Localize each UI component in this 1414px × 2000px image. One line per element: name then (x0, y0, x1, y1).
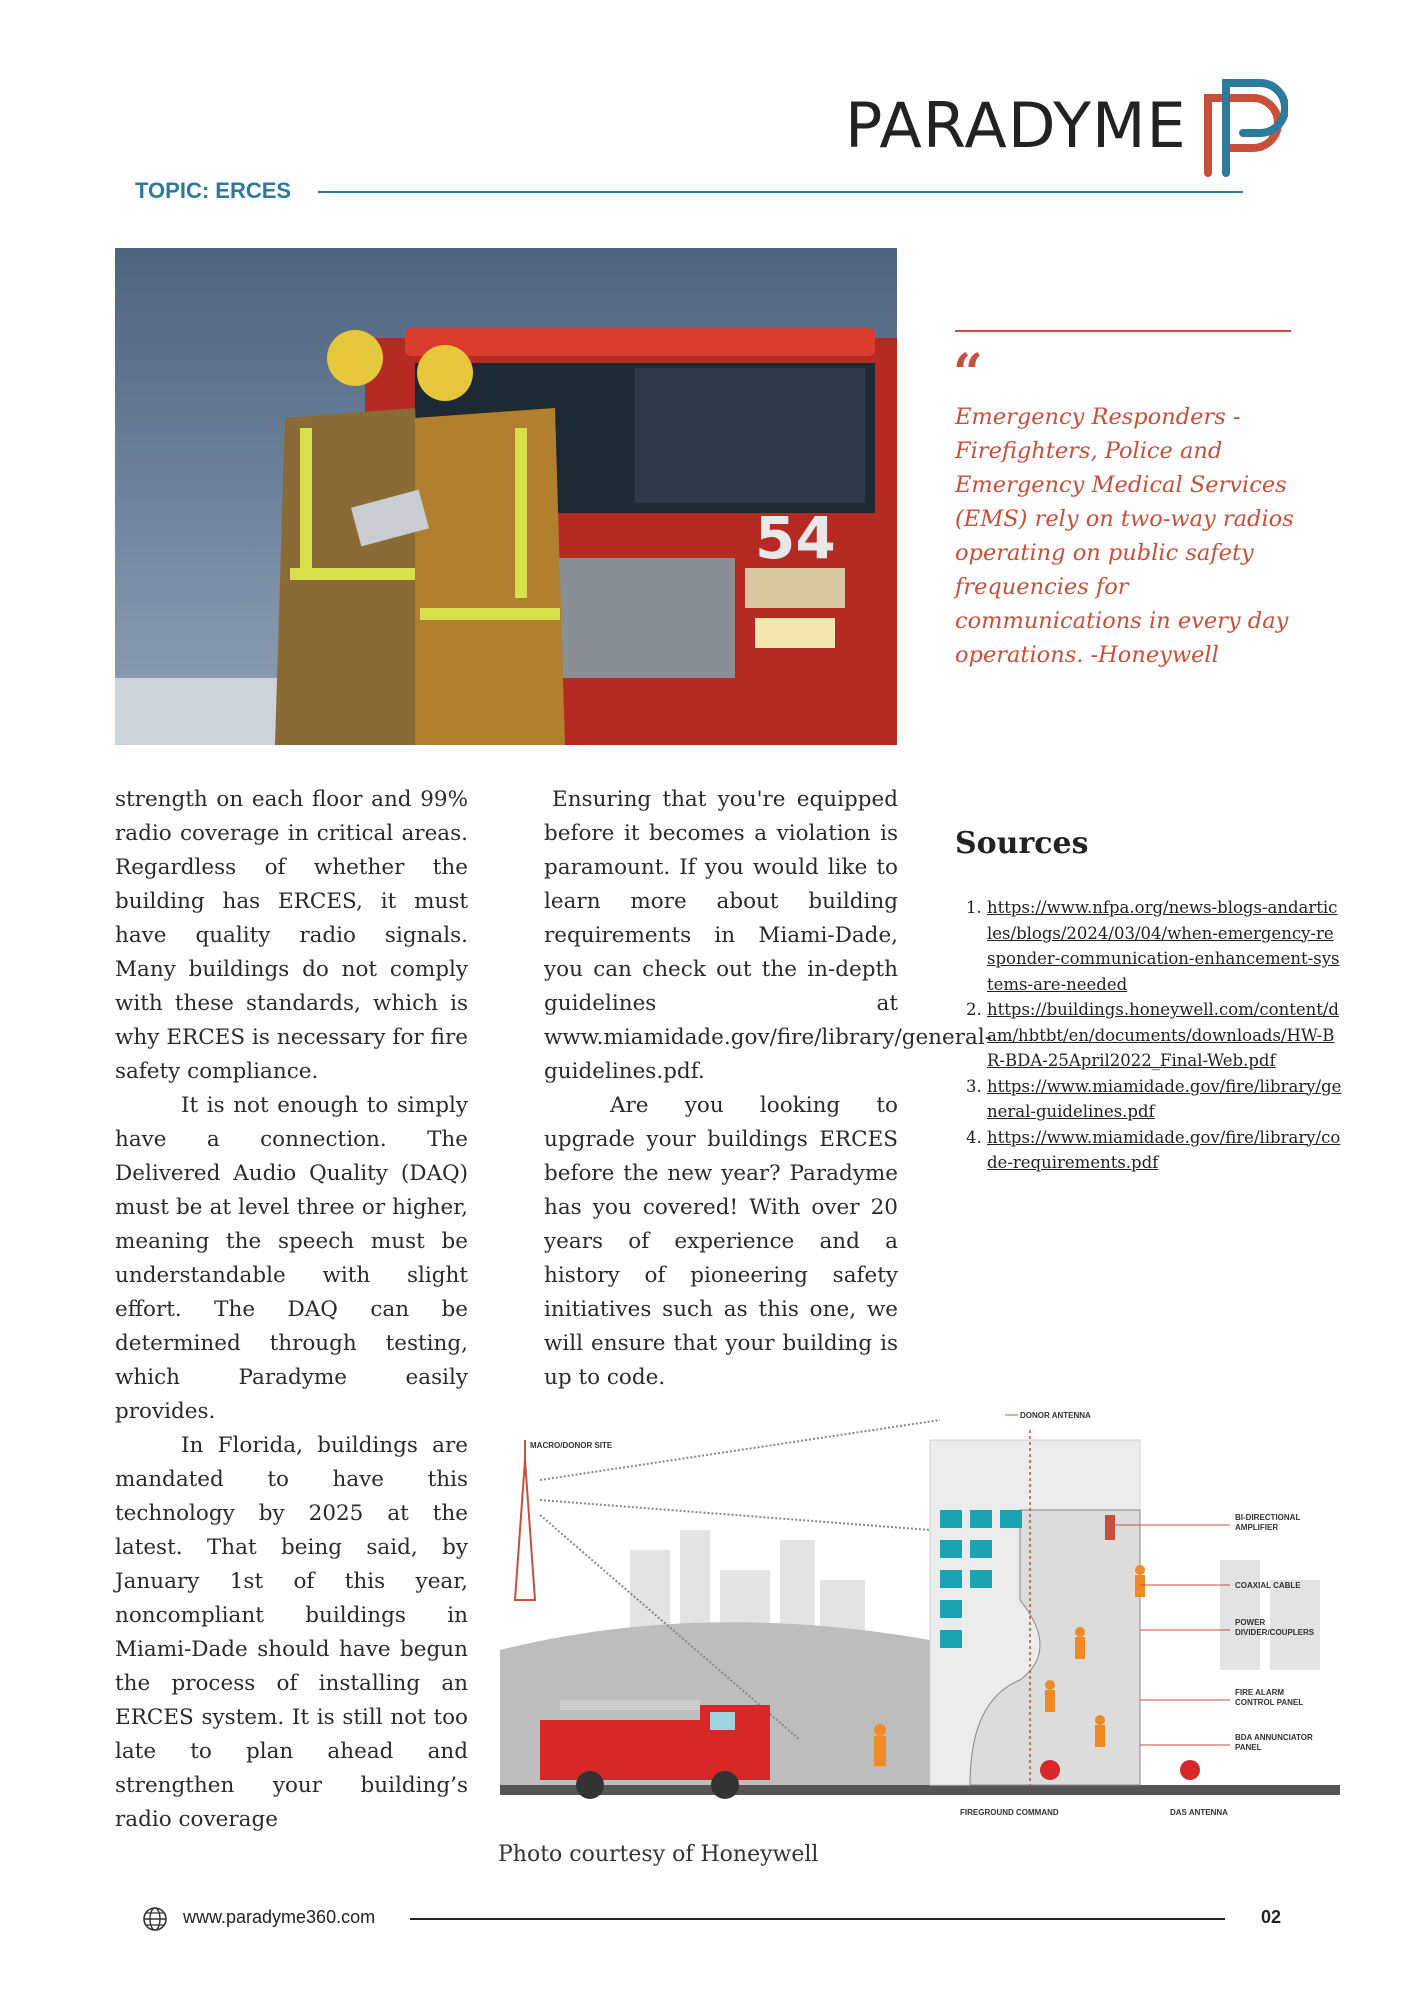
source-link[interactable]: https://www.nfpa.org/news-blogs-andarticles/blogs/2024/03/04/when-emergency-responder-communication-enhancement-systems-are-needed (987, 898, 1340, 994)
page-number: 02 (1261, 1907, 1282, 1927)
source-item (987, 895, 1342, 997)
source-item (987, 1074, 1342, 1125)
source-item (987, 1125, 1342, 1176)
label-fire-panel: FIRE ALARM (1235, 1688, 1285, 1697)
label-bda: BI-DIRECTIONAL (1235, 1513, 1301, 1522)
brand-wordmark: PARADYME (845, 89, 1187, 162)
globe-icon (142, 1906, 168, 1932)
source-link[interactable]: https://www.miamidade.gov/fire/library/code-requirements.pdf (987, 1127, 1341, 1172)
paragraph: Are you looking to upgrade your buildings ERCES before the new year? Paradyme has you covered! With over 20 years of experience and a history of pioneering safety initiatives such as this one, we will ensure that your building is up to code. (544, 1093, 898, 1390)
body-column-2 (544, 783, 992, 1395)
paragraph: strength on each floor and 99% radio coverage in critical areas. Regardless of whether the building has ERCES, it must have quality radio signals. Many buildings do not comply with these standards, which is why ERCES is necessary for fire safety compliance. (115, 787, 468, 1084)
label-donor-antenna: DONOR ANTENNA (1020, 1411, 1091, 1420)
label-coax: COAXIAL CABLE (1235, 1581, 1301, 1590)
topic-label: TOPIC: ERCES (135, 178, 292, 203)
truck-number: 54 (755, 504, 836, 572)
erces-diagram (500, 1400, 1340, 1830)
footer-website-link[interactable]: www.paradyme360.com (183, 1907, 376, 1927)
paradyme-logo-icon (1198, 78, 1288, 178)
diagram-caption: Photo courtesy of Honeywell (498, 1842, 819, 1867)
sources-heading: Sources (955, 826, 1089, 861)
label-macro-site: MACRO/DONOR SITE (530, 1441, 613, 1450)
source-item (987, 997, 1342, 1074)
footer-divider (410, 1918, 1225, 1920)
pull-quote: Emergency Responders - Firefighters, Police and Emergency Medical Services (EMS) rely on two-way radios operating on public safety frequencies for communications in every day operations. -Honeywell (955, 404, 1294, 668)
paragraph: In Florida, buildings are mandated to have this technology by 2025 at the latest. That being said, by January 1st of this year, noncompliant buildings in Miami-Dade should have begun the process of installing an ERCES system. It is still not too late to plan ahead and strengthen your building’s radio coverage (115, 1433, 468, 1832)
label-bda: AMPLIFIER (1235, 1523, 1279, 1532)
label-annunciator: BDA ANNUNCIATOR (1235, 1733, 1313, 1742)
paragraph: It is not enough to simply have a connection. The Delivered Audio Quality (DAQ) must be at level three or higher, meaning the speech must be understandable with slight effort. The DAQ can be determined through testing, which Paradyme easily provides. (115, 1093, 468, 1424)
label-fire-panel: CONTROL PANEL (1235, 1698, 1304, 1707)
firefighters-photo (115, 248, 897, 745)
label-annunciator: PANEL (1235, 1743, 1262, 1752)
label-divider: POWER (1235, 1618, 1266, 1627)
label-divider: DIVIDER/COUPLERS (1235, 1628, 1315, 1637)
quote-mark-icon: “ (953, 343, 983, 404)
quote-divider (955, 330, 1291, 332)
label-das: DAS ANTENNA (1170, 1808, 1228, 1817)
source-link[interactable]: https://buildings.honeywell.com/content/dam/hbtbt/en/documents/downloads/HW-BR-BDA-25April2022_Final-Web.pdf (987, 1000, 1339, 1070)
body-column-1 (115, 783, 468, 1837)
sources-list (955, 895, 1342, 1176)
topic-divider (318, 191, 1243, 193)
label-fireground: FIREGROUND COMMAND (960, 1808, 1059, 1817)
source-link[interactable]: https://www.miamidade.gov/fire/library/general-guidelines.pdf (987, 1076, 1342, 1121)
paragraph: Ensuring that you're equipped before it becomes a violation is paramount. If you would like to learn more about building requirements in Miami-Dade, you can check out the in-depth guidelines at www.miamidade.gov/fire/library/general-guidelines.pdf. (544, 787, 992, 1084)
